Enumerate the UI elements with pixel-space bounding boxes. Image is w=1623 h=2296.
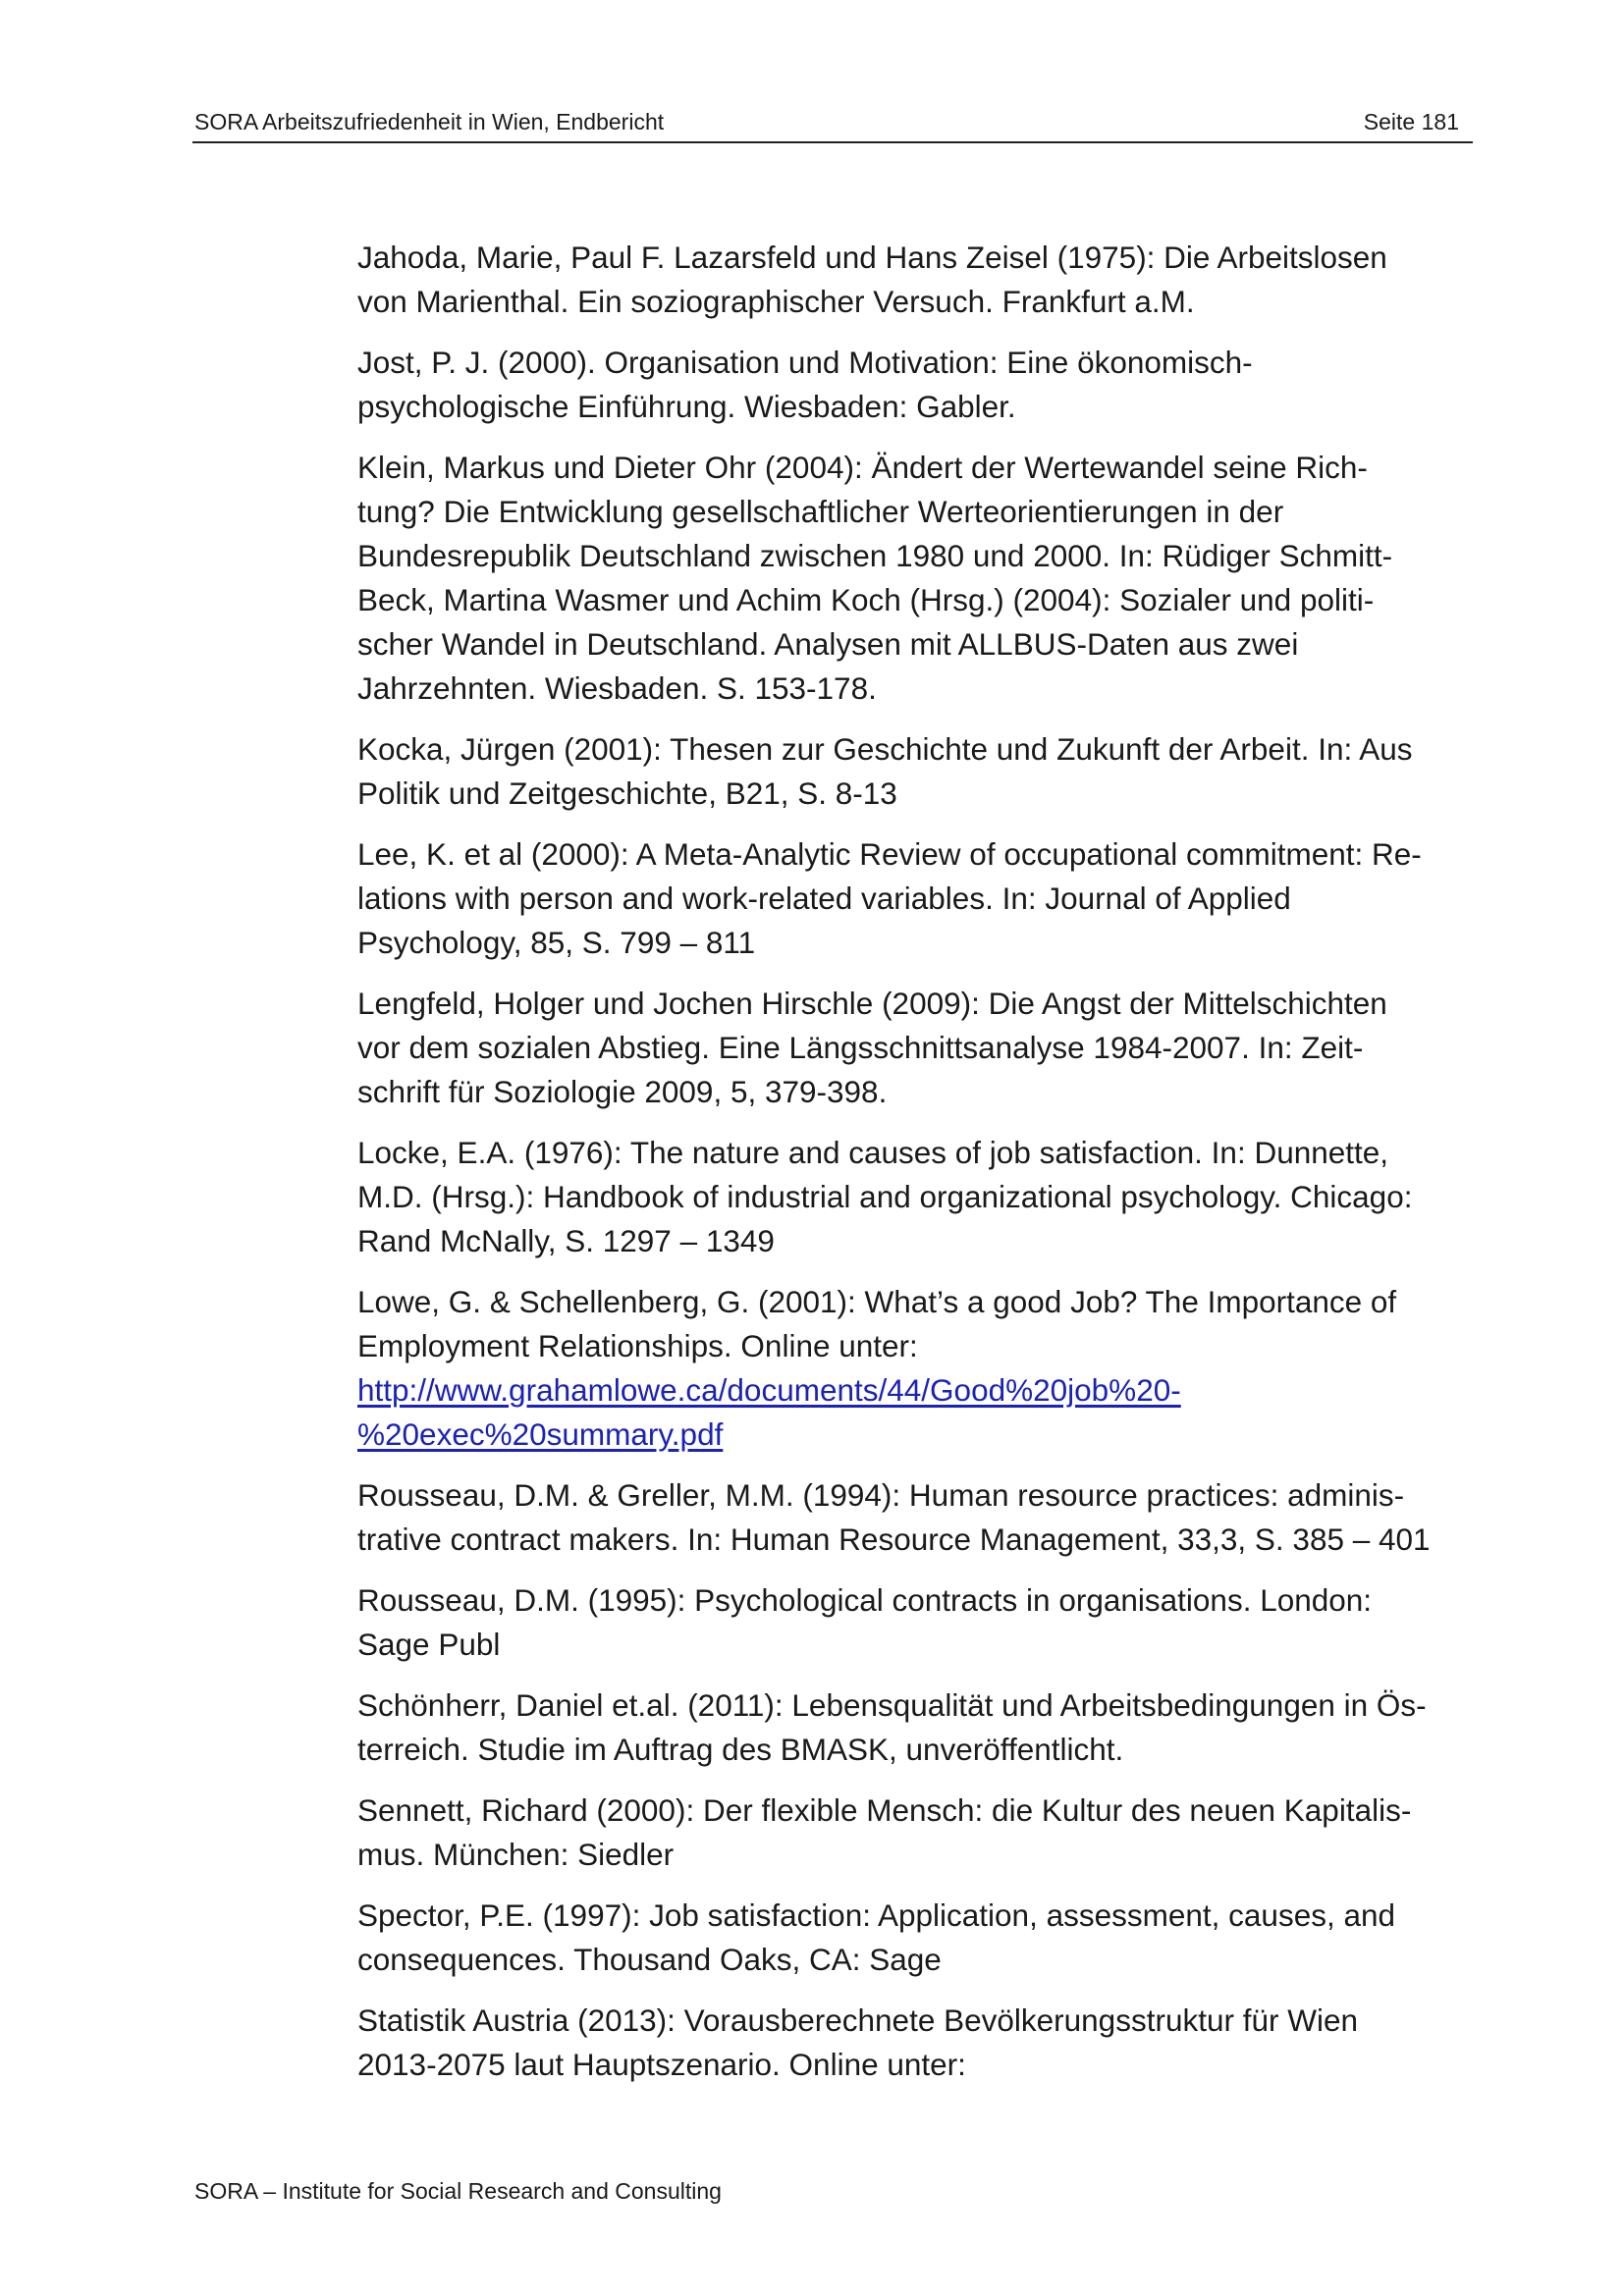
reference-entry xyxy=(357,446,1477,711)
reference-entry xyxy=(357,1131,1477,1263)
reference-line: Schönherr, Daniel et.al. (2011): Lebensqualität und Arbeitsbedingungen in Ös- xyxy=(357,1687,1427,1723)
reference-line: schrift für Soziologie 2009, 5, 379-398. xyxy=(357,1074,888,1109)
reference-line: consequences. Thousand Oaks, CA: Sage xyxy=(357,1942,942,1977)
reference-entry xyxy=(357,727,1477,816)
reference-line: Lowe, G. & Schellenberg, G. (2001): What’s a good Job? The Importance of xyxy=(357,1284,1397,1319)
reference-line: Locke, E.A. (1976): The nature and causes of job satisfaction. In: Dunnette, xyxy=(357,1135,1389,1170)
reference-line: mus. München: Siedler xyxy=(357,1837,675,1872)
reference-line: Statistik Austria (2013): Vorausberechnete Bevölkerungsstruktur für Wien xyxy=(357,2002,1358,2038)
reference-line: psychologische Einführung. Wiesbaden: Gabler. xyxy=(357,389,1016,424)
reference-line: terreich. Studie im Auftrag des BMASK, unveröffentlicht. xyxy=(357,1732,1124,1767)
reference-entry xyxy=(357,832,1477,965)
reference-line: Jost, P. J. (2000). Organisation und Motivation: Eine ökonomisch- xyxy=(357,345,1253,380)
reference-entry xyxy=(357,982,1477,1114)
reference-entry xyxy=(357,1999,1477,2087)
reference-line: lations with person and work-related variables. In: Journal of Applied xyxy=(357,881,1291,916)
reference-entry xyxy=(357,1683,1477,1772)
reference-entry xyxy=(357,1894,1477,1982)
reference-line: Klein, Markus und Dieter Ohr (2004): Ändert der Wertewandel seine Rich- xyxy=(357,450,1368,485)
reference-line: Rousseau, D.M. & Greller, M.M. (1994): Human resource practices: adminis- xyxy=(357,1477,1405,1513)
reference-entry xyxy=(357,236,1477,324)
reference-entry xyxy=(357,1473,1477,1562)
reference-line: 2013-2075 laut Hauptszenario. Online unter: xyxy=(357,2047,966,2082)
header-title: SORA Arbeitszufriedenheit in Wien, Endbericht xyxy=(194,109,665,134)
reference-line: Politik und Zeitgeschichte, B21, S. 8-13 xyxy=(357,775,897,811)
reference-line: Employment Relationships. Online unter: xyxy=(357,1328,918,1363)
reference-entry xyxy=(357,1280,1477,1457)
reference-url-link[interactable]: %20exec%20summary.pdf xyxy=(357,1416,724,1452)
reference-line: Lee, K. et al (2000): A Meta-Analytic Review of occupational commitment: Re- xyxy=(357,836,1422,872)
reference-line: trative contract makers. In: Human Resource Management, 33,3, S. 385 – 401 xyxy=(357,1522,1431,1557)
reference-entry xyxy=(357,1578,1477,1667)
reference-line: Spector, P.E. (1997): Job satisfaction: Application, assessment, causes, and xyxy=(357,1897,1396,1933)
reference-url-link[interactable]: http://www.grahamlowe.ca/documents/44/Good%20job%20- xyxy=(357,1372,1181,1408)
reference-line: Jahoda, Marie, Paul F. Lazarsfeld und Hans Zeisel (1975): Die Arbeitslosen xyxy=(357,240,1387,275)
page-header xyxy=(192,102,1473,143)
reference-line: Lengfeld, Holger und Jochen Hirschle (2009): Die Angst der Mittelschichten xyxy=(357,986,1387,1021)
page-number: Seite 181 xyxy=(1363,109,1459,134)
reference-line: Kocka, Jürgen (2001): Thesen zur Geschichte und Zukunft der Arbeit. In: Aus xyxy=(357,731,1413,767)
reference-line: M.D. (Hrsg.): Handbook of industrial and organizational psychology. Chicago: xyxy=(357,1179,1413,1214)
reference-line: Sennett, Richard (2000): Der flexible Mensch: die Kultur des neuen Kapitalis- xyxy=(357,1792,1412,1828)
page-footer: SORA – Institute for Social Research and Consulting xyxy=(194,2178,722,2204)
reference-list xyxy=(357,236,1477,2104)
reference-entry xyxy=(357,1789,1477,1877)
reference-line: Rand McNally, S. 1297 – 1349 xyxy=(357,1223,775,1258)
reference-line: tung? Die Entwicklung gesellschaftlicher Werteorientierungen in der xyxy=(357,494,1284,529)
reference-line: Jahrzehnten. Wiesbaden. S. 153-178. xyxy=(357,670,877,706)
reference-line: Bundesrepublik Deutschland zwischen 1980 und 2000. In: Rüdiger Schmitt- xyxy=(357,538,1393,573)
reference-line: von Marienthal. Ein soziographischer Versuch. Frankfurt a.M. xyxy=(357,284,1195,319)
reference-line: Psychology, 85, S. 799 – 811 xyxy=(357,925,756,960)
reference-line: Sage Publ xyxy=(357,1627,501,1662)
reference-line: scher Wandel in Deutschland. Analysen mit ALLBUS-Daten aus zwei xyxy=(357,626,1299,662)
reference-line: vor dem sozialen Abstieg. Eine Längsschnittsanalyse 1984-2007. In: Zeit- xyxy=(357,1030,1364,1065)
reference-line: Rousseau, D.M. (1995): Psychological contracts in organisations. London: xyxy=(357,1582,1373,1618)
reference-line: Beck, Martina Wasmer und Achim Koch (Hrsg.) (2004): Sozialer und politi- xyxy=(357,582,1375,617)
reference-entry xyxy=(357,341,1477,429)
